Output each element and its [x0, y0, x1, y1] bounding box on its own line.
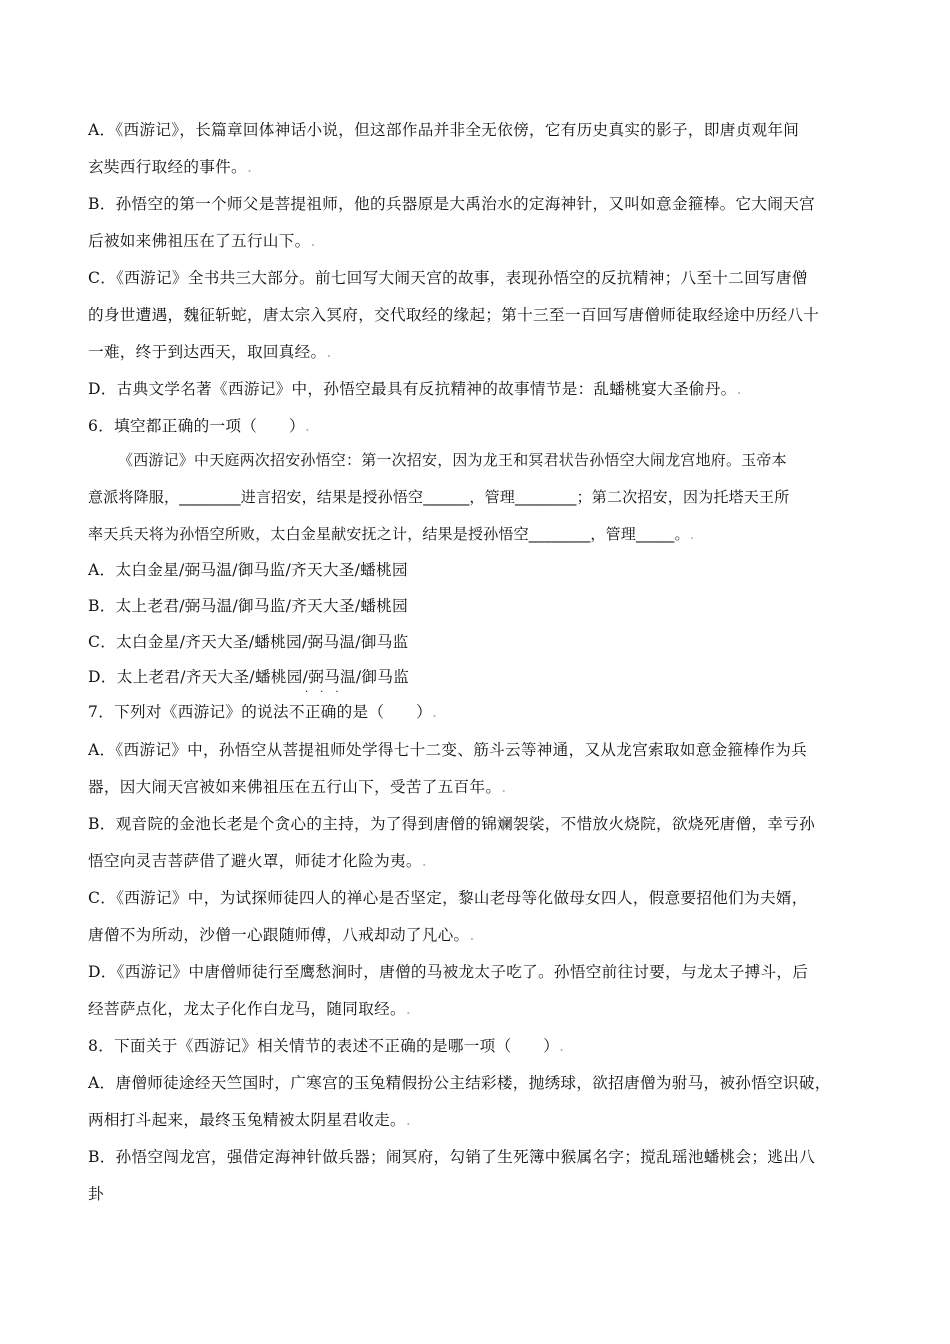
q6-option-c: C．太白金星/齐天大圣/蟠桃园/弼马温/御马监: [88, 633, 409, 651]
q7-option-b-line2: 悟空向灵吉菩萨借了避火罩，师徒才化险为夷。.: [88, 852, 428, 870]
q5-option-c-line2: 的身世遭遇，魏征斩蛇，唐太宗入冥府，交代取经的缘起；第十三至一百回写唐僧师徒取经途中历经八十: [88, 306, 820, 324]
emphasis-dots: ···: [305, 687, 351, 698]
q6-passage-line1: 《西游记》中天庭两次招安孙悟空：第一次招安，因为龙王和冥君状告孙悟空大闹龙宫地府。玉帝本: [118, 451, 787, 469]
q7-option-d-line2: 经菩萨点化，龙太子化作白龙马，随同取经。.: [88, 1000, 412, 1018]
q6-passage-line3: 率天兵天将为孙悟空所败，太白金星献安抚之计，结果是授孙悟空________，管理_____。.: [88, 525, 695, 543]
q6-option-b: B．太上老君/弼马温/御马监/齐天大圣/蟠桃园: [88, 597, 409, 615]
q7-stem: 7．下列对《西游记》的说法不正确的是（ ）.: [88, 703, 438, 721]
q7-option-b-line1: B．观音院的金池长老是个贪心的主持，为了得到唐僧的锦斓袈裟，不惜放火烧院，欲烧死唐僧，幸亏孙: [88, 815, 815, 833]
q5-option-b-line2: 后被如来佛祖压在了五行山下。.: [88, 232, 316, 250]
q5-option-a-line1: A．《西游记》，长篇章回体神话小说，但这部作品并非全无依傍，它有历史真实的影子，即唐贞观年间: [88, 121, 800, 139]
q8-option-b-line2: 卦: [88, 1185, 104, 1203]
q6-stem: 6．填空都正确的一项（ ）.: [88, 417, 311, 435]
q8-option-a-line2: 两相打斗起来，最终玉兔精被太阴星君收走。.: [88, 1111, 412, 1129]
q5-option-c-line1: C．《西游记》全书共三大部分。前七回写大闹天宫的故事，表现孙悟空的反抗精神；八至十二回写唐僧: [88, 269, 808, 287]
q8-option-b-line1: B．孙悟空闯龙宫，强借定海神针做兵器；闹冥府，勾销了生死簿中猴属名字；搅乱瑶池蟠桃会；逃出八: [88, 1148, 815, 1166]
q5-option-c-line3: 一难，终于到达西天，取回真经。.: [88, 343, 332, 361]
q8-stem: 8．下面关于《西游记》相关情节的表述不正确的是哪一项（ ）.: [88, 1037, 565, 1055]
q5-option-a-line2: 玄奘西行取经的事件。.: [88, 158, 253, 176]
q7-option-c-line2: 唐僧不为所动，沙僧一心跟随师傅，八戒却动了凡心。.: [88, 926, 475, 944]
q7-option-c-line1: C．《西游记》中，为试探师徒四人的禅心是否坚定，黎山老母等化做母女四人，假意要招他们为夫婿，: [88, 889, 808, 907]
q5-option-d: D．古典文学名著《西游记》中，孙悟空最具有反抗精神的故事情节是：乱蟠桃宴大圣偷丹。.: [88, 380, 742, 398]
q6-option-d: D．太上老君/齐天大圣/蟠桃园/弼马温/御马监: [88, 668, 410, 686]
q7-option-d-line1: D．《西游记》中唐僧师徒行至鹰愁涧时，唐僧的马被龙太子吃了。孙悟空前往讨要，与龙太子搏斗，后: [88, 963, 809, 981]
q6-passage-line2: 意派将降服，________进言招安，结果是授孙悟空______，管理________；第二次招安，因为托塔天王所: [88, 488, 790, 506]
q7-option-a-line2: 器，因大闹天宫被如来佛祖压在五行山下，受苦了五百年。.: [88, 778, 507, 796]
q7-option-a-line1: A．《西游记》中，孙悟空从菩提祖师处学得七十二变、筋斗云等神通，又从龙宫索取如意金箍棒作为兵: [88, 741, 807, 759]
q5-option-b-line1: B．孙悟空的第一个师父是菩提祖师，他的兵器原是大禹治水的定海神针，又叫如意金箍棒。它大闹天宫: [88, 195, 815, 213]
q6-option-a: A．太白金星/弼马温/御马监/齐天大圣/蟠桃园: [88, 561, 408, 579]
q8-option-a-line1: A．唐僧师徒途经天竺国时，广寒宫的玉兔精假扮公主结彩楼，抛绣球，欲招唐僧为驸马，被孙悟空识破，: [88, 1074, 831, 1092]
